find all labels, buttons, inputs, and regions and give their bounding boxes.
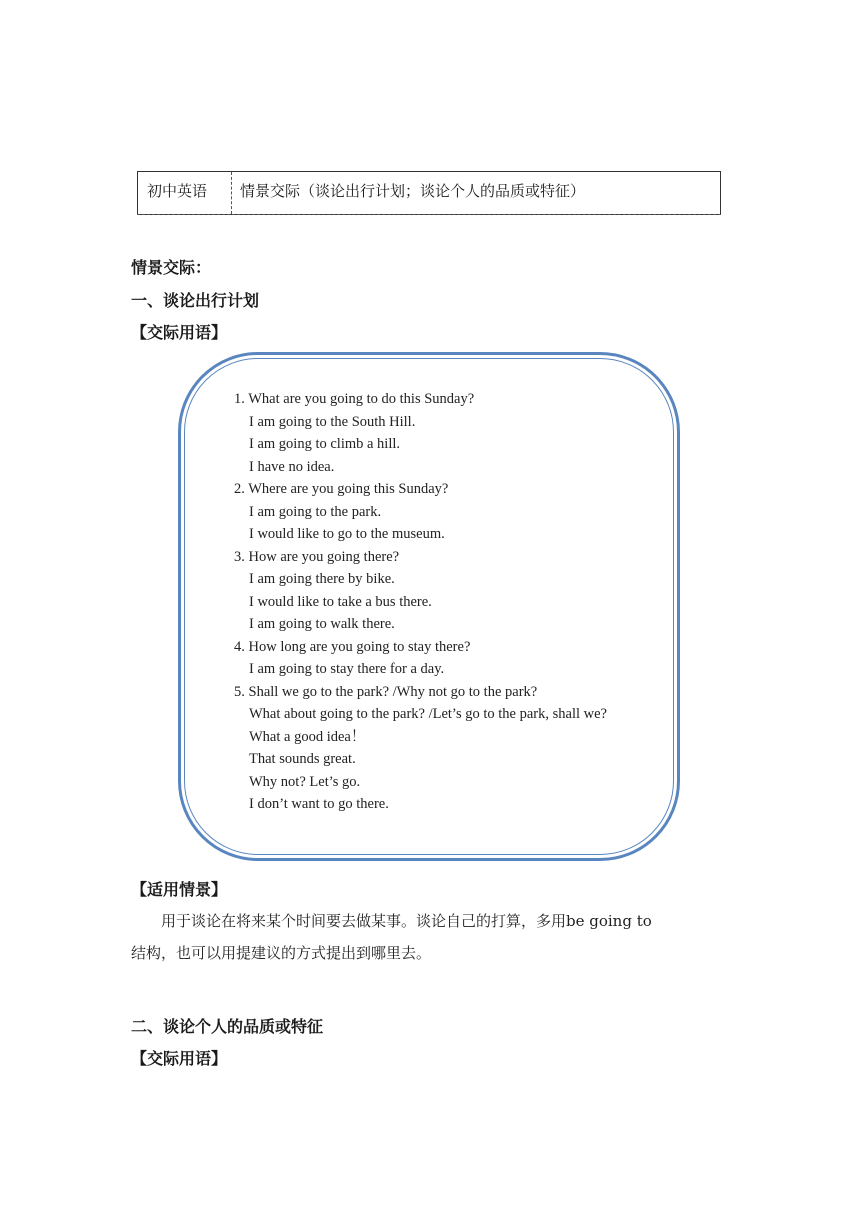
phrase-line: What about going to the park? /Let’s go to the park, shall we? — [249, 706, 607, 722]
part1-usage-label: 【适用情景】 — [131, 880, 228, 899]
phrase-line: I would like to take a bus there. — [249, 593, 432, 610]
phrase-line: Why not? Let’s go. — [249, 773, 361, 790]
part1-title: 一、谈论出行计划 — [131, 291, 260, 310]
phrase-line: That sounds great. — [249, 751, 356, 767]
usage-line-2: 结构，也可以用提建议的方式提出到哪里去。 — [131, 944, 432, 962]
phrase-line: 3. How are you going there? — [234, 548, 400, 565]
phrase-line: What a good idea！ — [249, 728, 366, 745]
phrase-line: I have no idea. — [249, 458, 335, 475]
phrase-line: I would like to go to the museum. — [249, 526, 445, 542]
phrase-line: I am going there by bike. — [249, 571, 395, 587]
topic-cell: 情景交际（谈论出行计划；谈论个人的品质或特征） — [240, 182, 586, 200]
usage-line-1: 用于谈论在将来某个时间要去做某事。谈论自己的打算，多用be going to — [161, 912, 652, 930]
part1-phrases-label: 【交际用语】 — [131, 323, 228, 342]
header-table — [137, 171, 721, 215]
phrase-line: I am going to stay there for a day. — [249, 661, 445, 677]
phrase-line: 2. Where are you going this Sunday? — [234, 481, 449, 497]
phrase-line: I am going to walk there. — [249, 616, 395, 632]
phrases-list — [234, 388, 607, 816]
part2-phrases-label: 【交际用语】 — [131, 1049, 228, 1068]
subject-cell: 初中英语 — [138, 172, 232, 214]
phrase-line: I am going to climb a hill. — [249, 436, 401, 452]
phrase-line: I am going to the South Hill. — [249, 413, 416, 430]
phrase-line: 1. What are you going to do this Sunday? — [234, 391, 475, 407]
phrase-line: I am going to the park. — [249, 503, 382, 520]
phrase-line: I don’t want to go there. — [249, 796, 389, 812]
phrase-line: 4. How long are you going to stay there? — [234, 638, 471, 655]
section-title: 情景交际： — [131, 258, 212, 277]
part2-title: 二、谈论个人的品质或特征 — [131, 1017, 324, 1036]
phrase-line: 5. Shall we go to the park? /Why not go to the park? — [234, 683, 538, 700]
